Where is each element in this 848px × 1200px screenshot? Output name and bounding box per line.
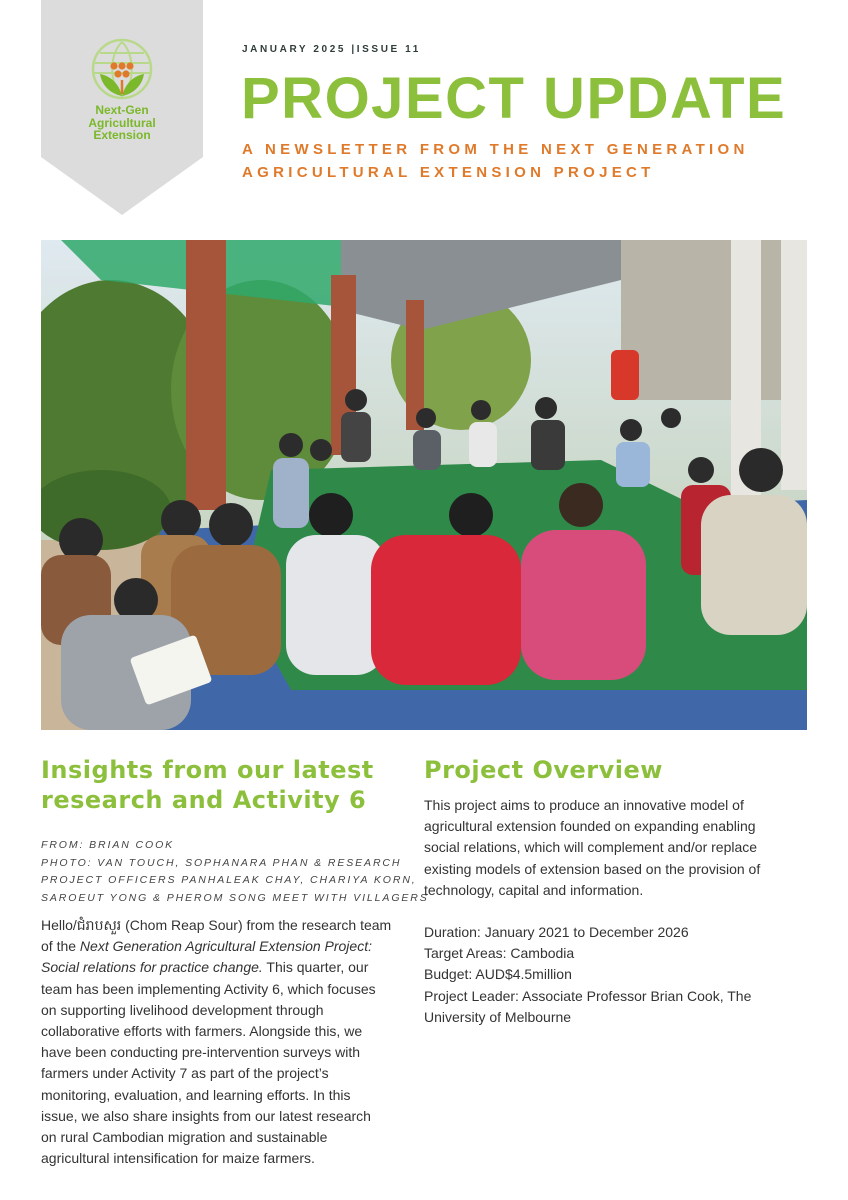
body-line-1: Hello/ជំរាបសួរ (Chom Reap Sour) from the research team bbox=[41, 917, 392, 933]
overview-text bbox=[424, 795, 814, 1028]
overview-budget: Budget: AUD$4.5million bbox=[424, 966, 572, 983]
article-heading-line-1: Insights from our latest bbox=[41, 756, 374, 784]
overview-duration: Duration: January 2021 to December 2026 bbox=[424, 924, 689, 941]
overview-column bbox=[424, 755, 814, 1028]
logo-line-2: Agricultural bbox=[88, 115, 156, 130]
logo-line-1: Next-Gen bbox=[95, 103, 149, 117]
overview-line-1: This project aims to produce an innovative model of bbox=[424, 797, 744, 813]
article-body bbox=[41, 915, 413, 1169]
overview-leader-1: Project Leader: Associate Professor Brian Cook, The bbox=[424, 987, 752, 1004]
credit-line-3: PROJECT OFFICERS PANHALEAK CHAY, CHARIYA KORN, bbox=[41, 874, 417, 886]
body-line-4: team has been implementing Activity 6, which focuses bbox=[41, 980, 376, 997]
body-line-12: agricultural intensification for maize farmers. bbox=[41, 1150, 315, 1167]
credit-line-2: PHOTO: VAN TOUCH, SOPHANARA PHAN & RESEARCH bbox=[41, 856, 402, 869]
article-column bbox=[41, 755, 429, 1169]
overview-target-areas: Target Areas: Cambodia bbox=[424, 945, 575, 962]
article-heading-line-2: research and Activity 6 bbox=[41, 786, 367, 814]
project-logo bbox=[41, 36, 203, 142]
body-line-11: on rural Cambodian migration and sustainable bbox=[41, 1129, 328, 1146]
credit-line-4: SAROEUT YONG & PHEROM SONG MEET WITH VILLAGERS bbox=[41, 891, 429, 904]
overview-line-3: social relations, which will complement and/or replace bbox=[424, 839, 758, 856]
overview-line-5: technology, capital and information. bbox=[424, 881, 644, 898]
overview-spacer bbox=[424, 901, 814, 922]
body-line-2b: Next Generation Agricultural Extension Project: bbox=[79, 938, 372, 955]
page-title: PROJECT UPDATE bbox=[241, 66, 787, 131]
issue-date: JANUARY 2025 |ISSUE 11 bbox=[242, 44, 421, 55]
body-line-8: farmers under Activity 7 as part of the project’s bbox=[41, 1065, 329, 1082]
villagers-meeting-photo bbox=[41, 240, 807, 730]
subtitle-line-2: AGRICULTURAL EXTENSION PROJECT bbox=[242, 164, 655, 181]
seedling-globe-icon bbox=[89, 36, 155, 102]
subtitle-line-1: A NEWSLETTER FROM THE NEXT GENERATION bbox=[242, 141, 749, 158]
overview-heading: Project Overview bbox=[424, 756, 663, 784]
logo-line-3: Extension bbox=[93, 128, 151, 142]
body-line-6: collaborative efforts with farmers. Alongside this, we bbox=[41, 1023, 363, 1040]
body-line-9: monitoring, evaluation, and learning efforts. In this bbox=[41, 1086, 351, 1103]
body-line-3 bbox=[41, 957, 413, 978]
body-line-7: have been conducting pre-intervention surveys with bbox=[41, 1044, 361, 1061]
overview-line-4: existing models of extension based on the provision of bbox=[424, 860, 761, 877]
body-line-5: on supporting livelihood development through bbox=[41, 1001, 324, 1018]
body-line-3b: This quarter, our bbox=[262, 959, 369, 976]
subtitle bbox=[242, 138, 842, 184]
overview-line-2: agricultural extension founded on expanding enabling bbox=[424, 818, 756, 835]
article-credits bbox=[41, 837, 429, 907]
body-line-2 bbox=[41, 936, 413, 957]
article-heading bbox=[41, 755, 413, 815]
body-line-10: issue, we also share insights from our latest research bbox=[41, 1107, 371, 1124]
overview-leader-2: University of Melbourne bbox=[424, 1008, 572, 1025]
body-line-3a: Social relations for practice change. bbox=[41, 959, 263, 976]
credit-line-1: FROM: BRIAN COOK bbox=[41, 839, 175, 851]
body-line-2a: of the bbox=[41, 938, 80, 955]
